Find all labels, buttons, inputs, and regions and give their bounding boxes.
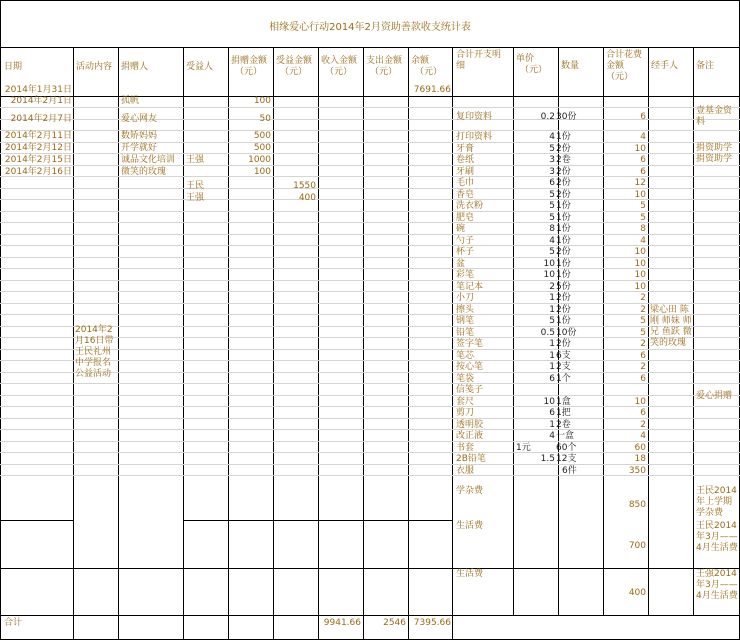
expense-qty: 2份 <box>556 305 571 315</box>
expense-item: 香皂 <box>456 190 475 200</box>
expense-qty: 6支 <box>556 351 571 361</box>
expense-item: 小刀 <box>456 293 475 303</box>
expense-item: 勺子 <box>456 236 475 246</box>
expense-cost: 2 <box>640 362 646 372</box>
row-date: 2014年2月7日 <box>10 114 72 124</box>
expense-item: 透明胶 <box>456 420 484 430</box>
header-total-cost: 合计花费 <box>606 50 643 60</box>
expense-qty: 1盒 <box>556 397 571 407</box>
header-remark: 备注 <box>696 61 715 71</box>
row-donation: 50 <box>259 114 271 124</box>
row-donation: 500 <box>253 143 271 153</box>
expense-item: 书套 <box>456 443 475 453</box>
expense-qty: 1份 <box>556 132 571 142</box>
row-balance: 7691.66 <box>413 85 451 95</box>
row-date: 2014年2月16日 <box>4 167 72 177</box>
header-unit-price-unit: （元） <box>520 65 548 75</box>
expense-cost: 5 <box>640 201 646 211</box>
expense-price: 5 <box>549 316 555 326</box>
expense-item: 卷纸 <box>456 155 475 165</box>
expense-cost: 5 <box>640 328 646 338</box>
expense-item: 牙刷 <box>456 167 475 177</box>
expense-qty: 1把 <box>556 408 571 418</box>
expense-price: 5 <box>549 201 555 211</box>
header-balance: 余额 <box>411 56 430 66</box>
expense-price: 10 <box>543 270 555 280</box>
expense-price: 1 <box>549 351 555 361</box>
expense-qty: 1份 <box>556 236 571 246</box>
expense-item: 毛巾 <box>456 178 475 188</box>
remark-4: 爱心捐赠 <box>696 391 733 401</box>
expense-cost: 6 <box>640 167 646 177</box>
expense-item: 签字笔 <box>456 339 484 349</box>
remark-2: 捐资助学 <box>696 143 733 153</box>
expense-qty: 2份 <box>556 178 571 188</box>
header-benefit-amount: 受益金额 <box>276 56 313 66</box>
expense-cost: 10 <box>634 144 646 154</box>
total-income: 9941.66 <box>323 618 361 628</box>
expense-qty: 2卷 <box>556 155 571 165</box>
expense-qty: 12支 <box>556 454 577 464</box>
expense-item: 牙膏 <box>456 144 475 154</box>
header-beneficiary: 受益人 <box>186 62 214 72</box>
expense-cost: 6 <box>640 351 646 361</box>
fee-cost: 850 <box>628 500 646 510</box>
expense-qty: 60个 <box>556 443 577 453</box>
header-total-cost-2: 金额 <box>606 61 625 71</box>
expense-qty: 1个 <box>556 374 571 384</box>
expense-cost: 6 <box>640 408 646 418</box>
expense-item: 剪刀 <box>456 408 475 418</box>
expense-price: 4 <box>549 132 555 142</box>
expense-price: 3 <box>549 167 555 177</box>
header-donor: 捐赠人 <box>121 62 149 72</box>
expense-price: 1 <box>549 305 555 315</box>
header-detail-2: 细 <box>456 61 466 71</box>
expense-item: 衣服 <box>456 466 475 476</box>
expense-cost: 350 <box>628 466 646 476</box>
expense-cost: 8 <box>640 224 646 234</box>
row-benefit: 1550 <box>293 181 316 191</box>
row-date: 2014年2月12日 <box>4 143 72 153</box>
expense-item: 2B铅笔 <box>456 454 486 464</box>
total-balance: 7395.66 <box>413 618 451 628</box>
expense-item: 碗 <box>456 224 466 234</box>
expense-price: 4 <box>549 431 555 441</box>
expense-qty: 2卷 <box>556 420 571 430</box>
expense-qty: 1份 <box>556 259 571 269</box>
expense-qty: 2支 <box>556 362 571 372</box>
header-balance-unit: （元） <box>415 67 443 77</box>
expense-price: 8 <box>549 224 555 234</box>
expense-cost: 4 <box>640 236 646 246</box>
expense-price: 10 <box>543 259 555 269</box>
header-donation-unit: （元） <box>235 67 263 77</box>
expense-item: 杯子 <box>456 247 475 257</box>
expense-cost: 60 <box>634 443 646 453</box>
header-expense-unit: （元） <box>370 67 398 77</box>
remark-1: 壹基金资料 <box>696 106 733 127</box>
expense-qty: 10份 <box>556 328 577 338</box>
header-date: 日期 <box>4 62 23 72</box>
row-donor: 数矫妈妈 <box>121 131 158 141</box>
remark-6: 王民2014年3月——4月生活费 <box>696 521 738 553</box>
expense-price: 5 <box>549 144 555 154</box>
header-income-unit: （元） <box>325 67 353 77</box>
expense-cost: 6 <box>640 112 646 122</box>
fee-item: 生活费 <box>456 569 484 579</box>
row-donation: 1000 <box>248 155 271 165</box>
expense-cost: 10 <box>634 270 646 280</box>
expense-price: 1.5 <box>540 454 555 464</box>
expense-item: 盆 <box>456 259 466 269</box>
expense-cost: 6 <box>640 155 646 165</box>
expense-price: 6 <box>549 178 555 188</box>
expense-item: 笔袋 <box>456 374 475 384</box>
expense-cost: 5 <box>640 316 646 326</box>
row-donor: 微笑的玫瑰 <box>121 167 167 177</box>
remark-7: 王强2014年3月——4月生活费 <box>696 569 738 601</box>
row-donation: 500 <box>253 131 271 141</box>
expense-cost: 10 <box>634 190 646 200</box>
expense-cost: 10 <box>634 282 646 292</box>
handler-names: 梁心田 陈刚 师妹 师兄 鱼跃 微笑的玫瑰 <box>650 305 692 348</box>
expense-price: 0.2 <box>540 112 555 122</box>
expense-item: 彩笔 <box>456 270 475 280</box>
expense-cost: 6 <box>640 374 646 384</box>
header-activity: 活动内容 <box>76 62 113 72</box>
expense-item: 套尺 <box>456 397 475 407</box>
header-handler: 经手人 <box>651 61 679 71</box>
expense-qty: 1份 <box>556 316 571 326</box>
expense-cost: 12 <box>634 178 646 188</box>
row-donor: 孤帆 <box>121 96 140 106</box>
expense-item: 笔芯 <box>456 351 475 361</box>
remark-5: 王民2014年上学期学杂费 <box>696 486 737 518</box>
row-donor: 诚品文化培训 <box>121 155 176 165</box>
expense-price: 1元 <box>516 443 531 453</box>
fee-item: 学杂费 <box>456 486 484 496</box>
header-unit-price: 单价 <box>516 54 535 64</box>
expense-item: 笔记本 <box>456 282 484 292</box>
expense-qty: 1份 <box>556 270 571 280</box>
expense-qty: 2份 <box>556 247 571 257</box>
row-beneficiary: 王强 <box>186 193 205 203</box>
expense-qty: 一盒 <box>556 431 575 441</box>
expense-item: 洗衣粉 <box>456 201 484 211</box>
row-donation: 100 <box>253 96 271 106</box>
header-total-cost-3: （元） <box>606 72 634 82</box>
expense-price: 0.5 <box>540 328 555 338</box>
expense-qty: 30份 <box>556 112 577 122</box>
expense-item: 复印资料 <box>456 112 493 122</box>
activity-text: 2014年2月16日带王民礼州中学报名公益活动 <box>75 325 114 379</box>
row-beneficiary: 王民 <box>186 181 205 191</box>
expense-price: 6 <box>549 408 555 418</box>
sheet-title: 相缘爱心行动2014年2月资助善款收支统计表 <box>269 22 471 33</box>
expense-cost: 4 <box>640 431 646 441</box>
expense-item: 肥皂 <box>456 213 475 223</box>
expense-item: 信笺子 <box>456 385 484 395</box>
expense-qty: 5份 <box>556 282 571 292</box>
expense-price: 4 <box>549 236 555 246</box>
expense-qty: 2份 <box>556 167 571 177</box>
row-benefit: 400 <box>298 193 316 203</box>
row-donation: 100 <box>253 167 271 177</box>
expense-cost: 2 <box>640 293 646 303</box>
header-quantity: 数量 <box>561 61 580 71</box>
expense-item: 铅笔 <box>456 328 475 338</box>
expense-price: 2 <box>549 282 555 292</box>
expense-price: 1 <box>549 339 555 349</box>
expense-price: 10 <box>543 397 555 407</box>
expense-qty: 2份 <box>556 190 571 200</box>
row-date: 2014年2月1日 <box>10 96 72 106</box>
expense-cost: 5 <box>640 213 646 223</box>
header-benefit-unit: （元） <box>280 67 308 77</box>
expense-qty: 2份 <box>556 293 571 303</box>
expense-item: 改正液 <box>456 431 484 441</box>
expense-item: 钢笔 <box>456 316 475 326</box>
expense-item: 打印资料 <box>456 132 493 142</box>
expense-price: 5 <box>549 190 555 200</box>
expense-price: 1 <box>549 362 555 372</box>
expense-cost: 10 <box>634 247 646 257</box>
row-beneficiary: 王强 <box>186 155 205 165</box>
expense-qty: 1份 <box>556 201 571 211</box>
header-expense: 支出金额 <box>366 56 403 66</box>
expense-cost: 2 <box>640 420 646 430</box>
total-label: 合计 <box>4 618 23 628</box>
row-date: 2014年2月11日 <box>4 131 72 141</box>
header-donation-amount: 捐赠金额 <box>231 56 268 66</box>
expense-qty: 2份 <box>556 339 571 349</box>
expense-cost: 10 <box>634 397 646 407</box>
expense-price: 1 <box>549 420 555 430</box>
expense-price: 6 <box>549 374 555 384</box>
expense-price: 5 <box>549 247 555 257</box>
row-date: 2014年2月15日 <box>4 155 72 165</box>
expense-price: 5 <box>549 213 555 223</box>
fee-cost: 700 <box>628 541 646 551</box>
header-detail: 合计开支明 <box>456 50 502 60</box>
total-expense: 2546 <box>383 618 406 628</box>
expense-qty: 2份 <box>556 144 571 154</box>
expense-price: 1 <box>549 293 555 303</box>
row-date: 2014年1月31日 <box>4 85 72 95</box>
expense-qty: 1份 <box>556 213 571 223</box>
fee-item: 生活费 <box>456 521 484 531</box>
fee-cost: 400 <box>628 588 646 598</box>
expense-item: 按心笔 <box>456 362 484 372</box>
expense-cost: 4 <box>640 132 646 142</box>
expense-cost: 2 <box>640 305 646 315</box>
expense-qty: 1份 <box>556 224 571 234</box>
expense-price: 3 <box>549 155 555 165</box>
expense-cost: 10 <box>634 259 646 269</box>
expense-qty: 6件 <box>562 466 577 476</box>
row-donor: 开学就好 <box>121 143 158 153</box>
remark-3: 捐资助学 <box>696 154 733 164</box>
row-donor: 爱心网友 <box>121 114 158 124</box>
expense-item: 擦头 <box>456 305 475 315</box>
expense-cost: 2 <box>640 339 646 349</box>
header-income: 收入金额 <box>321 56 358 66</box>
expense-cost: 18 <box>634 454 646 464</box>
